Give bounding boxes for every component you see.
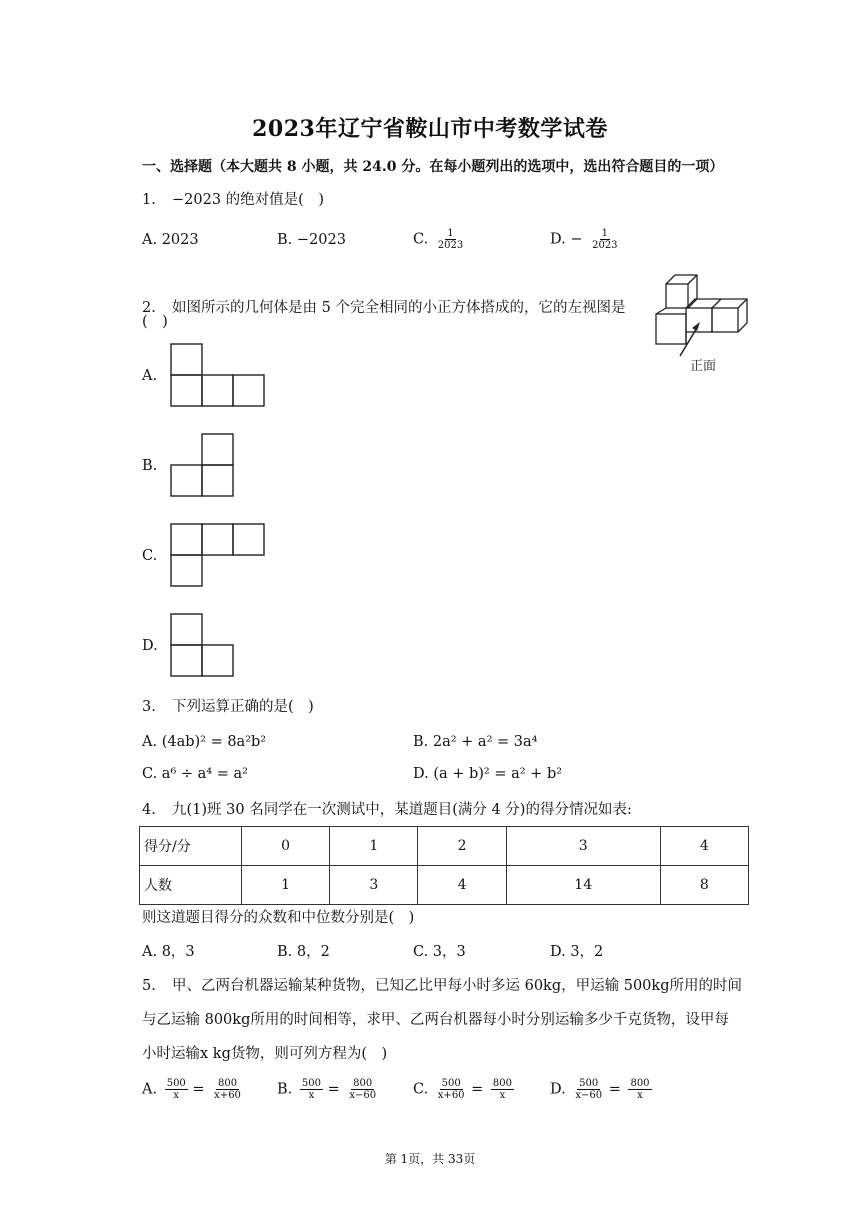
fraction <box>590 228 619 251</box>
table-cell: 14 <box>506 866 660 905</box>
numerator: 800 <box>353 1078 373 1089</box>
q1-option-b: B. −2023 <box>277 232 346 248</box>
option-label: C. <box>413 1081 429 1098</box>
score-table <box>139 826 749 905</box>
option-label: D. − <box>550 231 583 248</box>
denominator: x+60 <box>437 1090 465 1101</box>
fraction <box>165 1078 188 1101</box>
q1-option-c <box>413 228 465 251</box>
section-heading: 一、选择题（本大题共 8 小题，共 24.0 分。在每小题列出的选项中，选出符合题目的一项） <box>142 159 724 175</box>
q3-option-c: C. a⁶ ÷ a⁴ = a² <box>142 766 248 782</box>
denominator: x−60 <box>575 1090 603 1101</box>
cube-face <box>666 284 688 308</box>
view-arrow-shaft <box>680 326 698 356</box>
q2-option-d-label: D. <box>142 638 158 654</box>
table-cell: 3 <box>506 827 660 866</box>
cube-face <box>656 314 686 344</box>
q1-option-d <box>550 228 620 251</box>
denominator: x+60 <box>214 1090 241 1101</box>
question-number: 2. <box>142 300 156 316</box>
fraction <box>436 1078 467 1101</box>
q4-option-a: A. 8，3 <box>142 944 195 960</box>
question-number: 3. <box>142 699 156 715</box>
arrow-head-icon <box>692 322 700 331</box>
denominator: x <box>173 1090 180 1101</box>
question-number: 4. <box>142 802 156 818</box>
table-header-cell: 得分/分 <box>140 827 242 866</box>
question-5 <box>142 976 742 996</box>
question-number: 5. <box>142 978 156 994</box>
question-text-line: 与乙运输 800kg所用的时间相等，求甲、乙两台机器每小时分别运输多少千克货物，设甲每 <box>142 1012 729 1028</box>
table-row <box>140 866 749 905</box>
question-text-line: 小时运输x kg货物，则可列方程为( ) <box>142 1046 388 1062</box>
fraction <box>573 1078 604 1101</box>
option-label: D. <box>550 1081 566 1098</box>
cube-edge <box>712 299 721 308</box>
q2-option-d-figure <box>170 613 236 677</box>
q2-option-a-label: A. <box>142 368 158 384</box>
q5-option-d <box>550 1078 652 1101</box>
q4-option-c: C. 3，3 <box>413 944 466 960</box>
table-cell: 3 <box>330 866 418 905</box>
cube-face <box>712 308 738 332</box>
question-number: 1. <box>142 192 156 208</box>
q2-option-b-figure <box>170 433 236 497</box>
q1-option-a: A. 2023 <box>142 232 199 248</box>
table-cell: 0 <box>242 827 330 866</box>
question-4 <box>142 800 632 820</box>
numerator: 800 <box>218 1078 238 1089</box>
question-2 <box>142 298 625 318</box>
q4-option-d: D. 3，2 <box>550 944 604 960</box>
numerator: 500 <box>579 1078 599 1089</box>
question-text-line: 甲、乙两台机器运输某种货物，已知乙比甲每小时多运 60kg，甲运输 500kg所用的时间 <box>172 978 742 994</box>
numerator: 1 <box>447 228 454 239</box>
numerator: 500 <box>441 1078 461 1089</box>
q2-option-c-figure <box>170 523 266 587</box>
denominator: x <box>499 1090 506 1101</box>
fraction <box>300 1078 323 1101</box>
table-cell: 2 <box>418 827 506 866</box>
question-3 <box>142 697 314 717</box>
equals-sign: = <box>192 1081 205 1098</box>
equals-sign: = <box>327 1081 340 1098</box>
table-cell: 1 <box>330 827 418 866</box>
q3-option-a: A. (4ab)² = 8a²b² <box>142 734 267 750</box>
q2-option-a-figure <box>170 343 266 407</box>
cube-face <box>686 308 712 332</box>
fraction <box>491 1078 514 1101</box>
q2-solid-figure <box>650 268 780 378</box>
question-text: 如图所示的几何体是由 5 个完全相同的小正方体搭成的，它的左视图是 <box>172 300 626 316</box>
q5-option-c <box>413 1078 514 1101</box>
numerator: 500 <box>301 1078 321 1089</box>
q2-option-c-label: C. <box>142 548 158 564</box>
fraction <box>347 1078 378 1101</box>
question-2-paren <box>142 304 168 330</box>
table-cell: 1 <box>242 866 330 905</box>
q4-option-b: B. 8，2 <box>277 944 330 960</box>
table-cell: 8 <box>660 866 748 905</box>
fraction <box>628 1078 651 1101</box>
paper-title: 2023年辽宁省鞍山市中考数学试卷 <box>252 116 608 142</box>
fraction <box>212 1078 243 1101</box>
denominator: 2023 <box>437 240 464 251</box>
equals-sign: = <box>608 1081 621 1098</box>
page-footer: 第 1页，共 33页 <box>384 1152 476 1166</box>
q3-option-d: D. (a + b)² = a² + b² <box>413 766 563 782</box>
q2-option-b-label: B. <box>142 458 158 474</box>
question-text: 下列运算正确的是( ) <box>172 699 314 715</box>
option-label: C. <box>413 231 429 248</box>
q3-option-b: B. 2a² + a² = 3a⁴ <box>413 734 538 750</box>
numerator: 1 <box>601 228 608 239</box>
q5-option-b <box>277 1078 378 1101</box>
question-text: 九(1)班 30 名同学在一次测试中，某道题目(满分 4 分)的得分情况如表: <box>172 802 632 818</box>
question-text: −2023 的绝对值是( ) <box>172 192 324 208</box>
cube-edge <box>688 275 697 284</box>
table-row <box>140 827 749 866</box>
cube-edge <box>656 308 666 314</box>
table-header-cell: 人数 <box>140 866 242 905</box>
answer-paren: ( ) <box>142 314 168 330</box>
denominator: 2023 <box>592 240 618 251</box>
cube-edge <box>738 299 747 308</box>
denominator: x <box>637 1090 643 1101</box>
fraction <box>436 228 465 251</box>
numerator: 500 <box>166 1078 186 1089</box>
equals-sign: = <box>471 1081 484 1098</box>
numerator: 800 <box>630 1078 650 1089</box>
table-cell: 4 <box>418 866 506 905</box>
option-label: B. <box>277 1081 293 1098</box>
figure-label: 正面 <box>690 359 717 374</box>
denominator: x <box>308 1090 315 1101</box>
question-1 <box>142 190 324 210</box>
question-4-followup: 则这道题目得分的众数和中位数分别是( ) <box>142 910 415 926</box>
numerator: 800 <box>492 1078 513 1089</box>
denominator: x−60 <box>349 1090 377 1101</box>
q5-option-a <box>142 1078 243 1101</box>
table-cell: 4 <box>660 827 748 866</box>
option-label: A. <box>142 1081 158 1098</box>
